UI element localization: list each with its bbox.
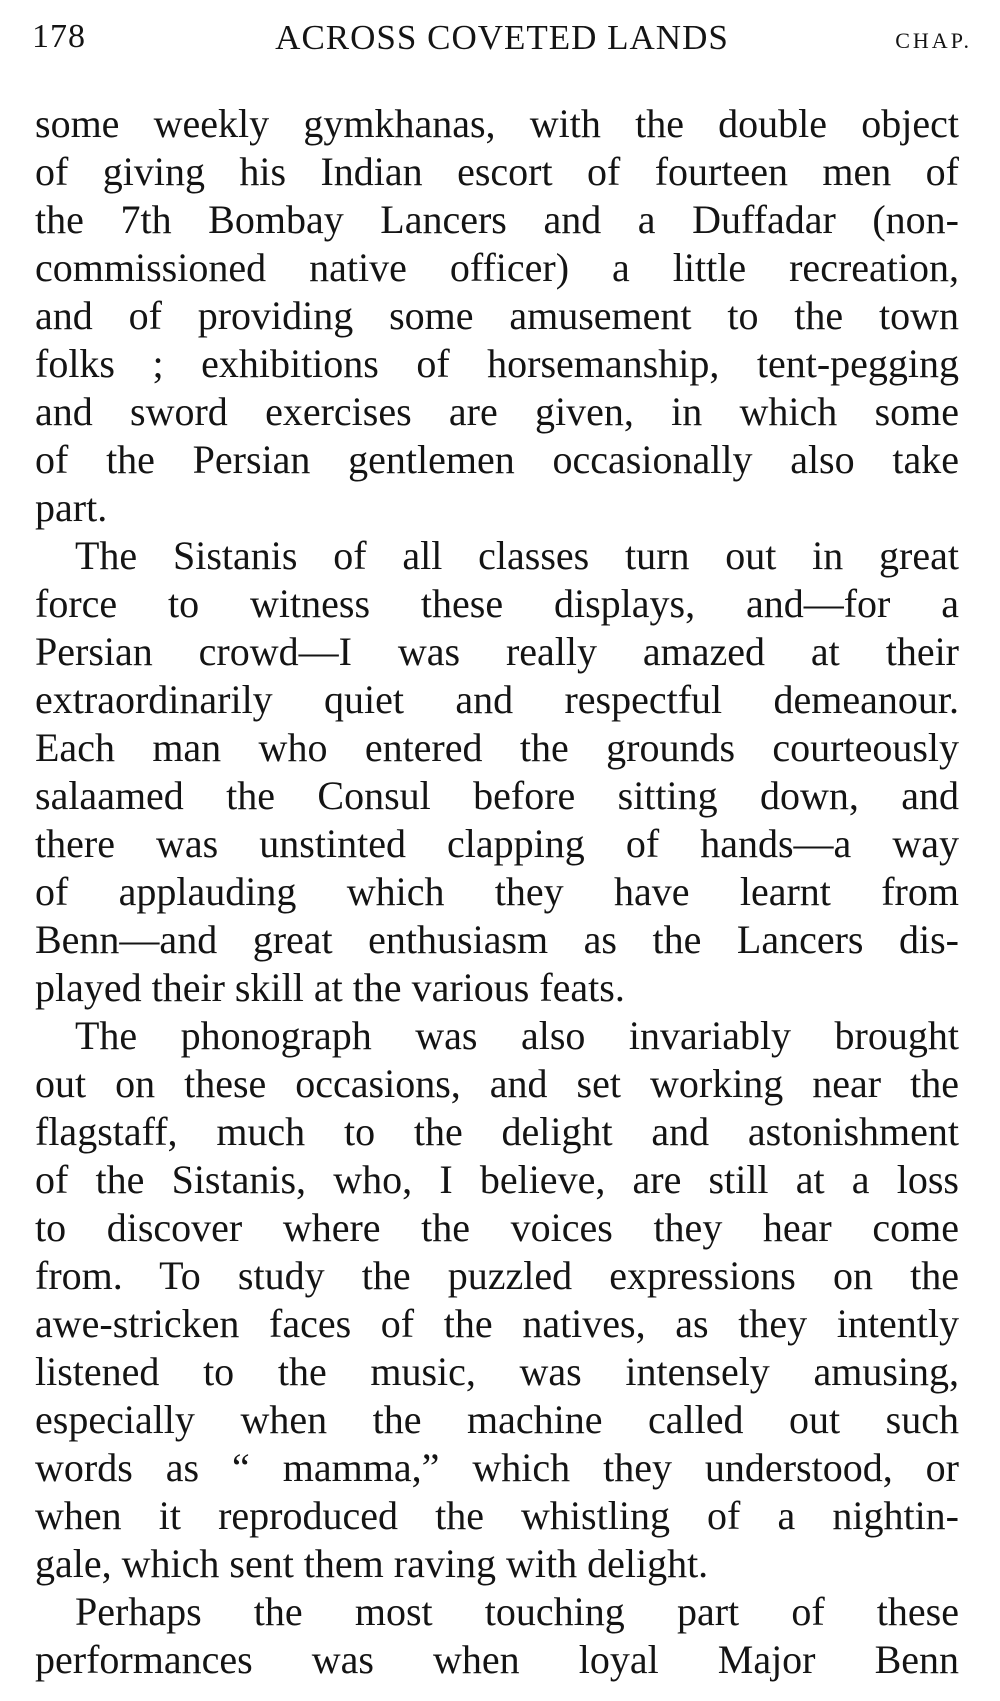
text-line: of giving his Indian escort of fourteen men of — [35, 149, 959, 194]
text-line: of the Sistanis, who, I believe, are still at a loss — [35, 1157, 959, 1202]
text-line: part. — [35, 485, 108, 530]
chapter-label: CHAP. — [895, 28, 972, 53]
text-line: out on these occasions, and set working near the — [35, 1061, 959, 1106]
text-line: The phonograph was also invariably brought — [75, 1013, 959, 1058]
text-line: Each man who entered the grounds courteously — [35, 725, 959, 770]
text-line: played their skill at the various feats. — [35, 965, 625, 1010]
text-line: force to witness these displays, and—for a — [35, 581, 959, 626]
text-line: listened to the music, was intensely amusing, — [35, 1349, 959, 1394]
text-line: folks ; exhibitions of horsemanship, tent-pegging — [35, 341, 959, 386]
text-line: there was unstinted clapping of hands—a way — [35, 821, 959, 866]
book-title: ACROSS COVETED LANDS — [275, 18, 729, 57]
text-line: flagstaff, much to the delight and astonishment — [35, 1109, 959, 1154]
text-line: and of providing some amusement to the town — [35, 293, 959, 338]
text-line: Persian crowd—I was really amazed at their — [35, 629, 959, 674]
text-line: Perhaps the most touching part of these — [75, 1589, 959, 1634]
text-line: salaamed the Consul before sitting down, and — [35, 773, 959, 818]
text-line: when it reproduced the whistling of a nightin- — [35, 1493, 959, 1538]
text-line: commissioned native officer) a little recreation, — [35, 245, 959, 290]
text-line: of applauding which they have learnt from — [35, 869, 959, 914]
page-number: 178 — [32, 18, 86, 55]
text-line: of the Persian gentlemen occasionally also take — [35, 437, 959, 482]
text-line: extraordinarily quiet and respectful demeanour. — [35, 677, 959, 722]
text-line: to discover where the voices they hear come — [35, 1205, 959, 1250]
text-line: especially when the machine called out such — [35, 1397, 959, 1442]
text-line: gale, which sent them raving with delight. — [35, 1541, 709, 1586]
text-line: some weekly gymkhanas, with the double object — [35, 101, 959, 146]
text-line: The Sistanis of all classes turn out in great — [75, 533, 959, 578]
text-line: the 7th Bombay Lancers and a Duffadar (non- — [35, 197, 959, 242]
text-line: Benn—and great enthusiasm as the Lancers dis- — [35, 917, 959, 962]
text-line: awe-stricken faces of the natives, as they intently — [35, 1301, 959, 1346]
body-text — [35, 100, 959, 1684]
text-line: and sword exercises are given, in which some — [35, 389, 959, 434]
running-head — [32, 14, 972, 64]
text-line: performances was when loyal Major Benn — [35, 1637, 959, 1682]
text-line: words as “ mamma,” which they understood, or — [35, 1445, 959, 1490]
text-line: from. To study the puzzled expressions on the — [35, 1253, 959, 1298]
